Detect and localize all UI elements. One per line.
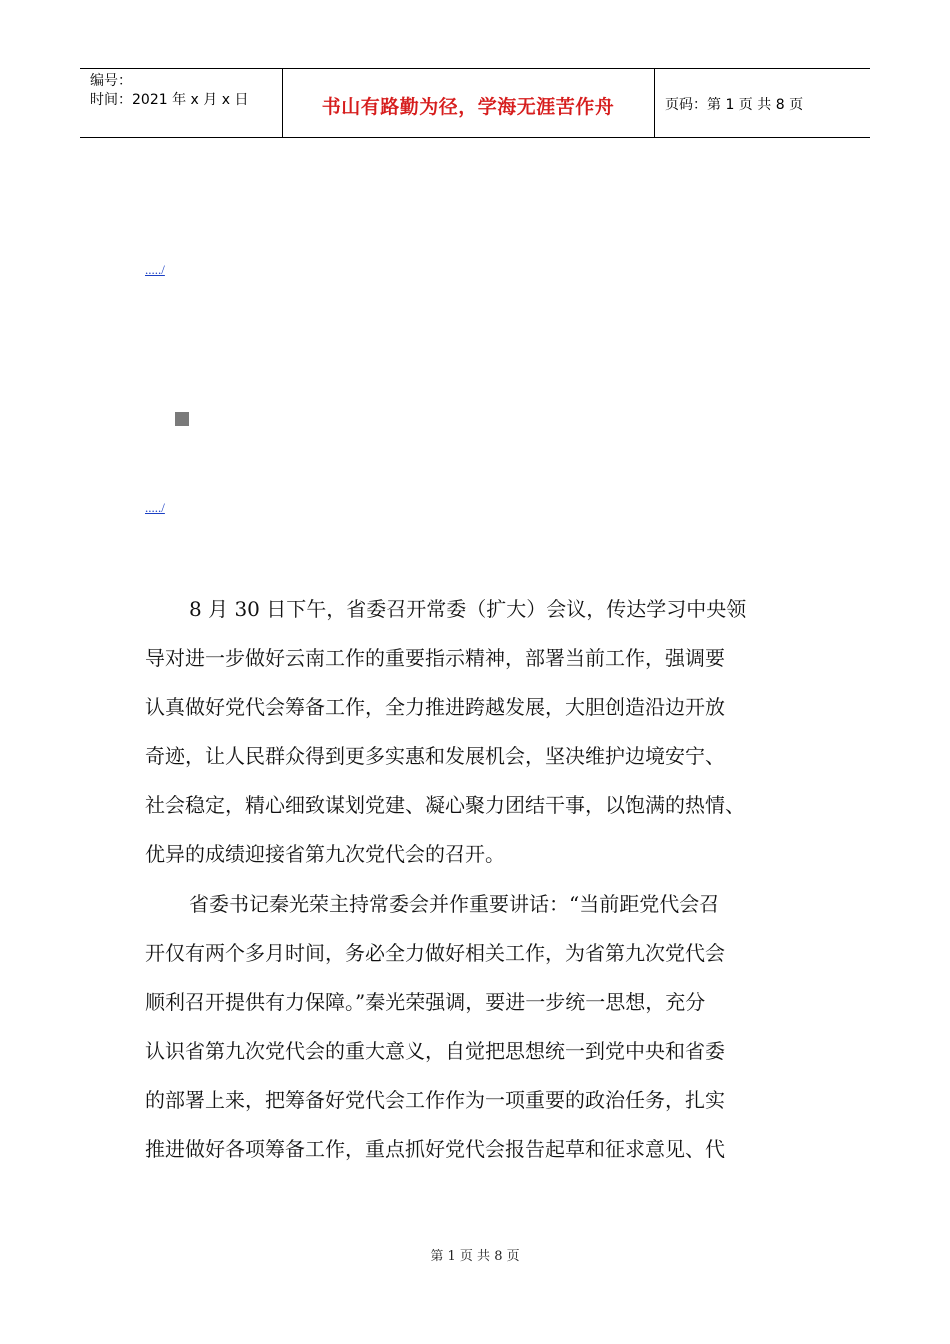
paragraph-line: 导对进一步做好云南工作的重要指示精神，部署当前工作，强调要 — [145, 646, 725, 670]
paragraph-line: 推进做好各项筹备工作，重点抓好党代会报告起草和征求意见、代 — [145, 1137, 725, 1161]
document-date-label: 时间：2021 年 x 月 x 日 — [90, 92, 249, 108]
image-placeholder-icon — [175, 412, 189, 426]
paragraph-line: 8 月 30 日下午，省委召开常委（扩大）会议，传达学习中央领 — [189, 597, 747, 621]
paragraph-line: 优异的成绩迎接省第九次党代会的召开。 — [145, 842, 505, 866]
header-page-cell — [655, 69, 870, 137]
paragraph-line: 社会稳定，精心细致谋划党建、凝心聚力团结干事，以饱满的热情、 — [145, 793, 745, 817]
paragraph-line: 开仅有两个多月时间，务必全力做好相关工作，为省第九次党代会 — [145, 941, 725, 965]
paragraph-line: 认真做好党代会筹备工作，全力推进跨越发展，大胆创造沿边开放 — [145, 695, 725, 719]
header-motto-cell — [282, 69, 655, 137]
link-1[interactable]: ...../ — [145, 262, 165, 277]
paragraph-2 — [145, 880, 810, 1174]
paragraph-1 — [145, 585, 810, 879]
paragraph-line: 认识省第九次党代会的重大意义，自觉把思想统一到党中央和省委 — [145, 1039, 725, 1063]
document-number-label: 编号： — [90, 73, 132, 89]
paragraph-line: 省委书记秦光荣主持常委会并作重要讲话：“当前距党代会召 — [189, 892, 720, 916]
header-meta-cell — [80, 69, 283, 137]
link-2[interactable]: ...../ — [145, 500, 165, 515]
document-header — [80, 68, 870, 138]
paragraph-line: 顺利召开提供有力保障。”秦光荣强调，要进一步统一思想，充分 — [145, 990, 706, 1014]
header-page-info: 页码：第 1 页 共 8 页 — [665, 97, 804, 113]
header-motto: 书山有路勤为径，学海无涯苦作舟 — [321, 96, 615, 118]
paragraph-line: 的部署上来，把筹备好党代会工作作为一项重要的政治任务，扎实 — [145, 1088, 725, 1112]
paragraph-line: 奇迹，让人民群众得到更多实惠和发展机会，坚决维护边境安宁、 — [145, 744, 725, 768]
page-footer: 第 1 页 共 8 页 — [430, 1249, 520, 1264]
